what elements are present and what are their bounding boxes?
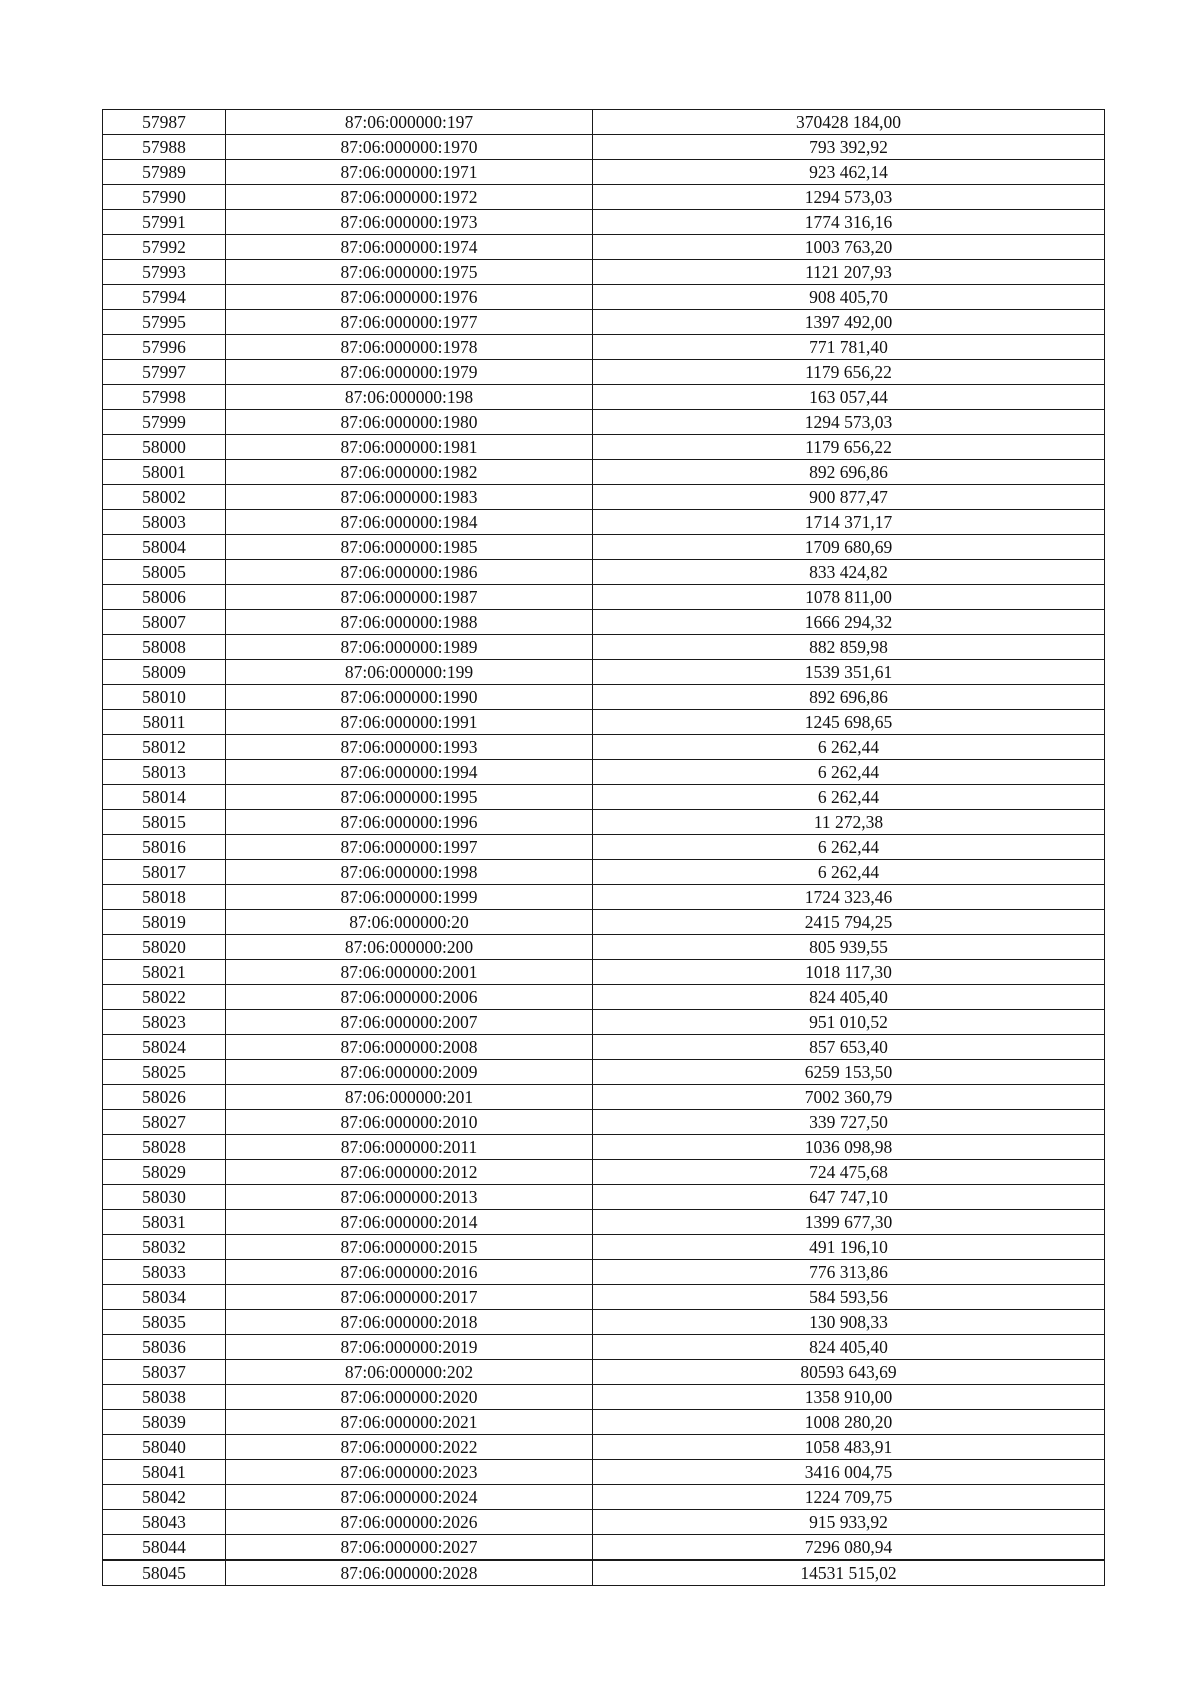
cadastral-value-cell: 163 057,44 (593, 385, 1105, 410)
cadastral-value-cell: 14531 515,02 (593, 1560, 1105, 1586)
cadastral-number-cell: 87:06:000000:1999 (226, 885, 593, 910)
table-row (103, 1560, 1105, 1586)
cadastral-number-cell: 87:06:000000:1972 (226, 185, 593, 210)
cadastral-number-cell: 87:06:000000:2008 (226, 1035, 593, 1060)
cadastral-value-cell: 370428 184,00 (593, 110, 1105, 135)
row-number-cell: 58037 (103, 1360, 226, 1385)
cadastral-number-cell: 87:06:000000:1995 (226, 785, 593, 810)
cadastral-number-cell: 87:06:000000:202 (226, 1360, 593, 1385)
row-number-cell: 58022 (103, 985, 226, 1010)
row-number-cell: 58034 (103, 1285, 226, 1310)
cadastral-value-cell: 1121 207,93 (593, 260, 1105, 285)
table-row (103, 1235, 1105, 1260)
row-number-cell: 58033 (103, 1260, 226, 1285)
cadastral-number-cell: 87:06:000000:200 (226, 935, 593, 960)
row-number-cell: 58040 (103, 1435, 226, 1460)
row-number-cell: 58021 (103, 960, 226, 985)
cadastral-value-cell: 647 747,10 (593, 1185, 1105, 1210)
cadastral-number-cell: 87:06:000000:2023 (226, 1460, 593, 1485)
cadastral-number-cell: 87:06:000000:199 (226, 660, 593, 685)
table-row (103, 1310, 1105, 1335)
cadastral-value-cell: 80593 643,69 (593, 1360, 1105, 1385)
cadastral-number-cell: 87:06:000000:1985 (226, 535, 593, 560)
cadastral-value-cell: 1078 811,00 (593, 585, 1105, 610)
cadastral-number-cell: 87:06:000000:1981 (226, 435, 593, 460)
row-number-cell: 58005 (103, 560, 226, 585)
cadastral-value-cell: 771 781,40 (593, 335, 1105, 360)
table-row (103, 760, 1105, 785)
row-number-cell: 58024 (103, 1035, 226, 1060)
table-row (103, 685, 1105, 710)
table-row (103, 935, 1105, 960)
row-number-cell: 57997 (103, 360, 226, 385)
row-number-cell: 57996 (103, 335, 226, 360)
cadastral-number-cell: 87:06:000000:1976 (226, 285, 593, 310)
cadastral-value-cell: 584 593,56 (593, 1285, 1105, 1310)
cadastral-number-cell: 87:06:000000:2014 (226, 1210, 593, 1235)
table-row (103, 1485, 1105, 1510)
cadastral-value-cell: 1714 371,17 (593, 510, 1105, 535)
row-number-cell: 58038 (103, 1385, 226, 1410)
cadastral-number-cell: 87:06:000000:2019 (226, 1335, 593, 1360)
table-row (103, 885, 1105, 910)
table-row (103, 1010, 1105, 1035)
row-number-cell: 57991 (103, 210, 226, 235)
cadastral-value-cell: 1245 698,65 (593, 710, 1105, 735)
cadastral-value-cell: 1397 492,00 (593, 310, 1105, 335)
table-row (103, 485, 1105, 510)
row-number-cell: 57995 (103, 310, 226, 335)
row-number-cell: 58019 (103, 910, 226, 935)
table-row (103, 735, 1105, 760)
row-number-cell: 58043 (103, 1510, 226, 1535)
cadastral-number-cell: 87:06:000000:1989 (226, 635, 593, 660)
row-number-cell: 57989 (103, 160, 226, 185)
cadastral-value-cell: 1358 910,00 (593, 1385, 1105, 1410)
table-row (103, 185, 1105, 210)
cadastral-value-cell: 833 424,82 (593, 560, 1105, 585)
row-number-cell: 57992 (103, 235, 226, 260)
table-row (103, 160, 1105, 185)
row-number-cell: 57987 (103, 110, 226, 135)
cadastral-number-cell: 87:06:000000:1971 (226, 160, 593, 185)
row-number-cell: 58044 (103, 1535, 226, 1561)
table-row (103, 210, 1105, 235)
cadastral-value-cell: 1179 656,22 (593, 360, 1105, 385)
row-number-cell: 58002 (103, 485, 226, 510)
cadastral-number-cell: 87:06:000000:2011 (226, 1135, 593, 1160)
cadastral-number-cell: 87:06:000000:1970 (226, 135, 593, 160)
row-number-cell: 58020 (103, 935, 226, 960)
table-row (103, 1035, 1105, 1060)
cadastral-value-cell: 805 939,55 (593, 935, 1105, 960)
row-number-cell: 57998 (103, 385, 226, 410)
cadastral-value-cell: 915 933,92 (593, 1510, 1105, 1535)
cadastral-number-cell: 87:06:000000:2010 (226, 1110, 593, 1135)
cadastral-value-cell: 6 262,44 (593, 785, 1105, 810)
cadastral-value-cell: 1294 573,03 (593, 185, 1105, 210)
row-number-cell: 57994 (103, 285, 226, 310)
table-row (103, 1510, 1105, 1535)
cadastral-number-cell: 87:06:000000:2015 (226, 1235, 593, 1260)
row-number-cell: 58011 (103, 710, 226, 735)
table-row (103, 510, 1105, 535)
cadastral-value-cell: 491 196,10 (593, 1235, 1105, 1260)
cadastral-value-cell: 1294 573,03 (593, 410, 1105, 435)
cadastral-number-cell: 87:06:000000:2006 (226, 985, 593, 1010)
row-number-cell: 58009 (103, 660, 226, 685)
table-row (103, 335, 1105, 360)
cadastral-number-cell: 87:06:000000:1987 (226, 585, 593, 610)
row-number-cell: 58018 (103, 885, 226, 910)
cadastral-value-cell: 1179 656,22 (593, 435, 1105, 460)
cadastral-value-cell: 824 405,40 (593, 985, 1105, 1010)
row-number-cell: 58045 (103, 1560, 226, 1586)
cadastral-number-cell: 87:06:000000:2026 (226, 1510, 593, 1535)
table-row (103, 1385, 1105, 1410)
cadastral-number-cell: 87:06:000000:1986 (226, 560, 593, 585)
cadastral-value-cell: 824 405,40 (593, 1335, 1105, 1360)
cadastral-value-cell: 882 859,98 (593, 635, 1105, 660)
row-number-cell: 58006 (103, 585, 226, 610)
cadastral-number-cell: 87:06:000000:197 (226, 110, 593, 135)
cadastral-number-cell: 87:06:000000:1973 (226, 210, 593, 235)
table-row (103, 110, 1105, 135)
table-row (103, 1135, 1105, 1160)
table-row (103, 960, 1105, 985)
row-number-cell: 58031 (103, 1210, 226, 1235)
table-row (103, 785, 1105, 810)
cadastral-value-cell: 1018 117,30 (593, 960, 1105, 985)
cadastral-value-cell: 6 262,44 (593, 835, 1105, 860)
table-row (103, 1060, 1105, 1085)
cadastral-value-cell: 793 392,92 (593, 135, 1105, 160)
cadastral-value-cell: 1036 098,98 (593, 1135, 1105, 1160)
table-row (103, 1185, 1105, 1210)
cadastral-value-cell: 6 262,44 (593, 735, 1105, 760)
cadastral-number-cell: 87:06:000000:2016 (226, 1260, 593, 1285)
cadastral-value-cell: 1774 316,16 (593, 210, 1105, 235)
table-row (103, 310, 1105, 335)
row-number-cell: 58032 (103, 1235, 226, 1260)
row-number-cell: 57990 (103, 185, 226, 210)
cadastral-value-cell: 1008 280,20 (593, 1410, 1105, 1435)
table-row (103, 1460, 1105, 1485)
cadastral-number-cell: 87:06:000000:2020 (226, 1385, 593, 1410)
cadastral-number-cell: 87:06:000000:1988 (226, 610, 593, 635)
cadastral-number-cell: 87:06:000000:1974 (226, 235, 593, 260)
cadastral-number-cell: 87:06:000000:1997 (226, 835, 593, 860)
cadastral-number-cell: 87:06:000000:1979 (226, 360, 593, 385)
row-number-cell: 58007 (103, 610, 226, 635)
table-body (103, 110, 1105, 1586)
cadastral-value-cell: 7296 080,94 (593, 1535, 1105, 1561)
cadastral-number-cell: 87:06:000000:1977 (226, 310, 593, 335)
row-number-cell: 58042 (103, 1485, 226, 1510)
table-row (103, 1285, 1105, 1310)
cadastral-number-cell: 87:06:000000:2018 (226, 1310, 593, 1335)
cadastral-number-cell: 87:06:000000:198 (226, 385, 593, 410)
cadastral-number-cell: 87:06:000000:2009 (226, 1060, 593, 1085)
cadastral-value-cell: 1724 323,46 (593, 885, 1105, 910)
table-row (103, 1410, 1105, 1435)
cadastral-number-cell: 87:06:000000:2007 (226, 1010, 593, 1035)
cadastral-value-cell: 724 475,68 (593, 1160, 1105, 1185)
row-number-cell: 58027 (103, 1110, 226, 1135)
cadastral-value-table (102, 109, 1105, 1586)
table-row (103, 710, 1105, 735)
row-number-cell: 58008 (103, 635, 226, 660)
cadastral-value-cell: 908 405,70 (593, 285, 1105, 310)
cadastral-value-cell: 339 727,50 (593, 1110, 1105, 1135)
cadastral-number-cell: 87:06:000000:2027 (226, 1535, 593, 1561)
table-row (103, 1335, 1105, 1360)
row-number-cell: 58025 (103, 1060, 226, 1085)
row-number-cell: 58003 (103, 510, 226, 535)
cadastral-number-cell: 87:06:000000:1994 (226, 760, 593, 785)
table-row (103, 1360, 1105, 1385)
row-number-cell: 58016 (103, 835, 226, 860)
table-row (103, 460, 1105, 485)
table-row (103, 535, 1105, 560)
row-number-cell: 58012 (103, 735, 226, 760)
row-number-cell: 58036 (103, 1335, 226, 1360)
row-number-cell: 58014 (103, 785, 226, 810)
row-number-cell: 57999 (103, 410, 226, 435)
row-number-cell: 58028 (103, 1135, 226, 1160)
cadastral-number-cell: 87:06:000000:1980 (226, 410, 593, 435)
cadastral-value-cell: 1003 763,20 (593, 235, 1105, 260)
cadastral-number-cell: 87:06:000000:1978 (226, 335, 593, 360)
cadastral-value-cell: 892 696,86 (593, 460, 1105, 485)
table-row (103, 260, 1105, 285)
cadastral-value-cell: 857 653,40 (593, 1035, 1105, 1060)
table-row (103, 635, 1105, 660)
cadastral-value-cell: 3416 004,75 (593, 1460, 1105, 1485)
row-number-cell: 58029 (103, 1160, 226, 1185)
cadastral-value-cell: 892 696,86 (593, 685, 1105, 710)
cadastral-number-cell: 87:06:000000:1996 (226, 810, 593, 835)
table-row (103, 1085, 1105, 1110)
table-row (103, 410, 1105, 435)
row-number-cell: 58023 (103, 1010, 226, 1035)
row-number-cell: 58039 (103, 1410, 226, 1435)
row-number-cell: 58000 (103, 435, 226, 460)
table-row (103, 910, 1105, 935)
cadastral-value-cell: 2415 794,25 (593, 910, 1105, 935)
cadastral-number-cell: 87:06:000000:2021 (226, 1410, 593, 1435)
table-row (103, 810, 1105, 835)
row-number-cell: 58035 (103, 1310, 226, 1335)
cadastral-value-cell: 6 262,44 (593, 860, 1105, 885)
cadastral-value-cell: 1666 294,32 (593, 610, 1105, 635)
table-row (103, 585, 1105, 610)
table-row (103, 1160, 1105, 1185)
row-number-cell: 58010 (103, 685, 226, 710)
cadastral-number-cell: 87:06:000000:201 (226, 1085, 593, 1110)
table-row (103, 285, 1105, 310)
cadastral-number-cell: 87:06:000000:1990 (226, 685, 593, 710)
cadastral-number-cell: 87:06:000000:1993 (226, 735, 593, 760)
cadastral-value-cell: 776 313,86 (593, 1260, 1105, 1285)
row-number-cell: 58017 (103, 860, 226, 885)
cadastral-value-cell: 1399 677,30 (593, 1210, 1105, 1235)
row-number-cell: 58013 (103, 760, 226, 785)
row-number-cell: 58041 (103, 1460, 226, 1485)
row-number-cell: 58004 (103, 535, 226, 560)
row-number-cell: 58001 (103, 460, 226, 485)
table-row (103, 435, 1105, 460)
cadastral-number-cell: 87:06:000000:1984 (226, 510, 593, 535)
cadastral-value-cell: 900 877,47 (593, 485, 1105, 510)
cadastral-value-cell: 11 272,38 (593, 810, 1105, 835)
table-row (103, 610, 1105, 635)
cadastral-number-cell: 87:06:000000:2028 (226, 1560, 593, 1586)
cadastral-value-cell: 1058 483,91 (593, 1435, 1105, 1460)
row-number-cell: 57988 (103, 135, 226, 160)
cadastral-number-cell: 87:06:000000:1982 (226, 460, 593, 485)
cadastral-number-cell: 87:06:000000:2017 (226, 1285, 593, 1310)
cadastral-value-cell: 923 462,14 (593, 160, 1105, 185)
cadastral-value-cell: 951 010,52 (593, 1010, 1105, 1035)
table-row (103, 1435, 1105, 1460)
cadastral-number-cell: 87:06:000000:2012 (226, 1160, 593, 1185)
table-row (103, 385, 1105, 410)
cadastral-number-cell: 87:06:000000:2001 (226, 960, 593, 985)
cadastral-number-cell: 87:06:000000:1983 (226, 485, 593, 510)
table-row (103, 235, 1105, 260)
row-number-cell: 58015 (103, 810, 226, 835)
cadastral-value-cell: 6259 153,50 (593, 1060, 1105, 1085)
table-row (103, 1210, 1105, 1235)
table-row (103, 1260, 1105, 1285)
table-row (103, 360, 1105, 385)
cadastral-value-cell: 1709 680,69 (593, 535, 1105, 560)
cadastral-value-cell: 6 262,44 (593, 760, 1105, 785)
table-row (103, 560, 1105, 585)
cadastral-number-cell: 87:06:000000:20 (226, 910, 593, 935)
cadastral-number-cell: 87:06:000000:2013 (226, 1185, 593, 1210)
table-row (103, 860, 1105, 885)
table-row (103, 1535, 1105, 1561)
cadastral-number-cell: 87:06:000000:1991 (226, 710, 593, 735)
table-row (103, 660, 1105, 685)
cadastral-value-cell: 1539 351,61 (593, 660, 1105, 685)
cadastral-number-cell: 87:06:000000:2022 (226, 1435, 593, 1460)
table-row (103, 985, 1105, 1010)
cadastral-value-cell: 1224 709,75 (593, 1485, 1105, 1510)
row-number-cell: 58030 (103, 1185, 226, 1210)
cadastral-number-cell: 87:06:000000:1998 (226, 860, 593, 885)
row-number-cell: 57993 (103, 260, 226, 285)
cadastral-value-cell: 7002 360,79 (593, 1085, 1105, 1110)
table-row (103, 135, 1105, 160)
table-row (103, 835, 1105, 860)
table-row (103, 1110, 1105, 1135)
cadastral-number-cell: 87:06:000000:2024 (226, 1485, 593, 1510)
row-number-cell: 58026 (103, 1085, 226, 1110)
cadastral-number-cell: 87:06:000000:1975 (226, 260, 593, 285)
cadastral-value-cell: 130 908,33 (593, 1310, 1105, 1335)
